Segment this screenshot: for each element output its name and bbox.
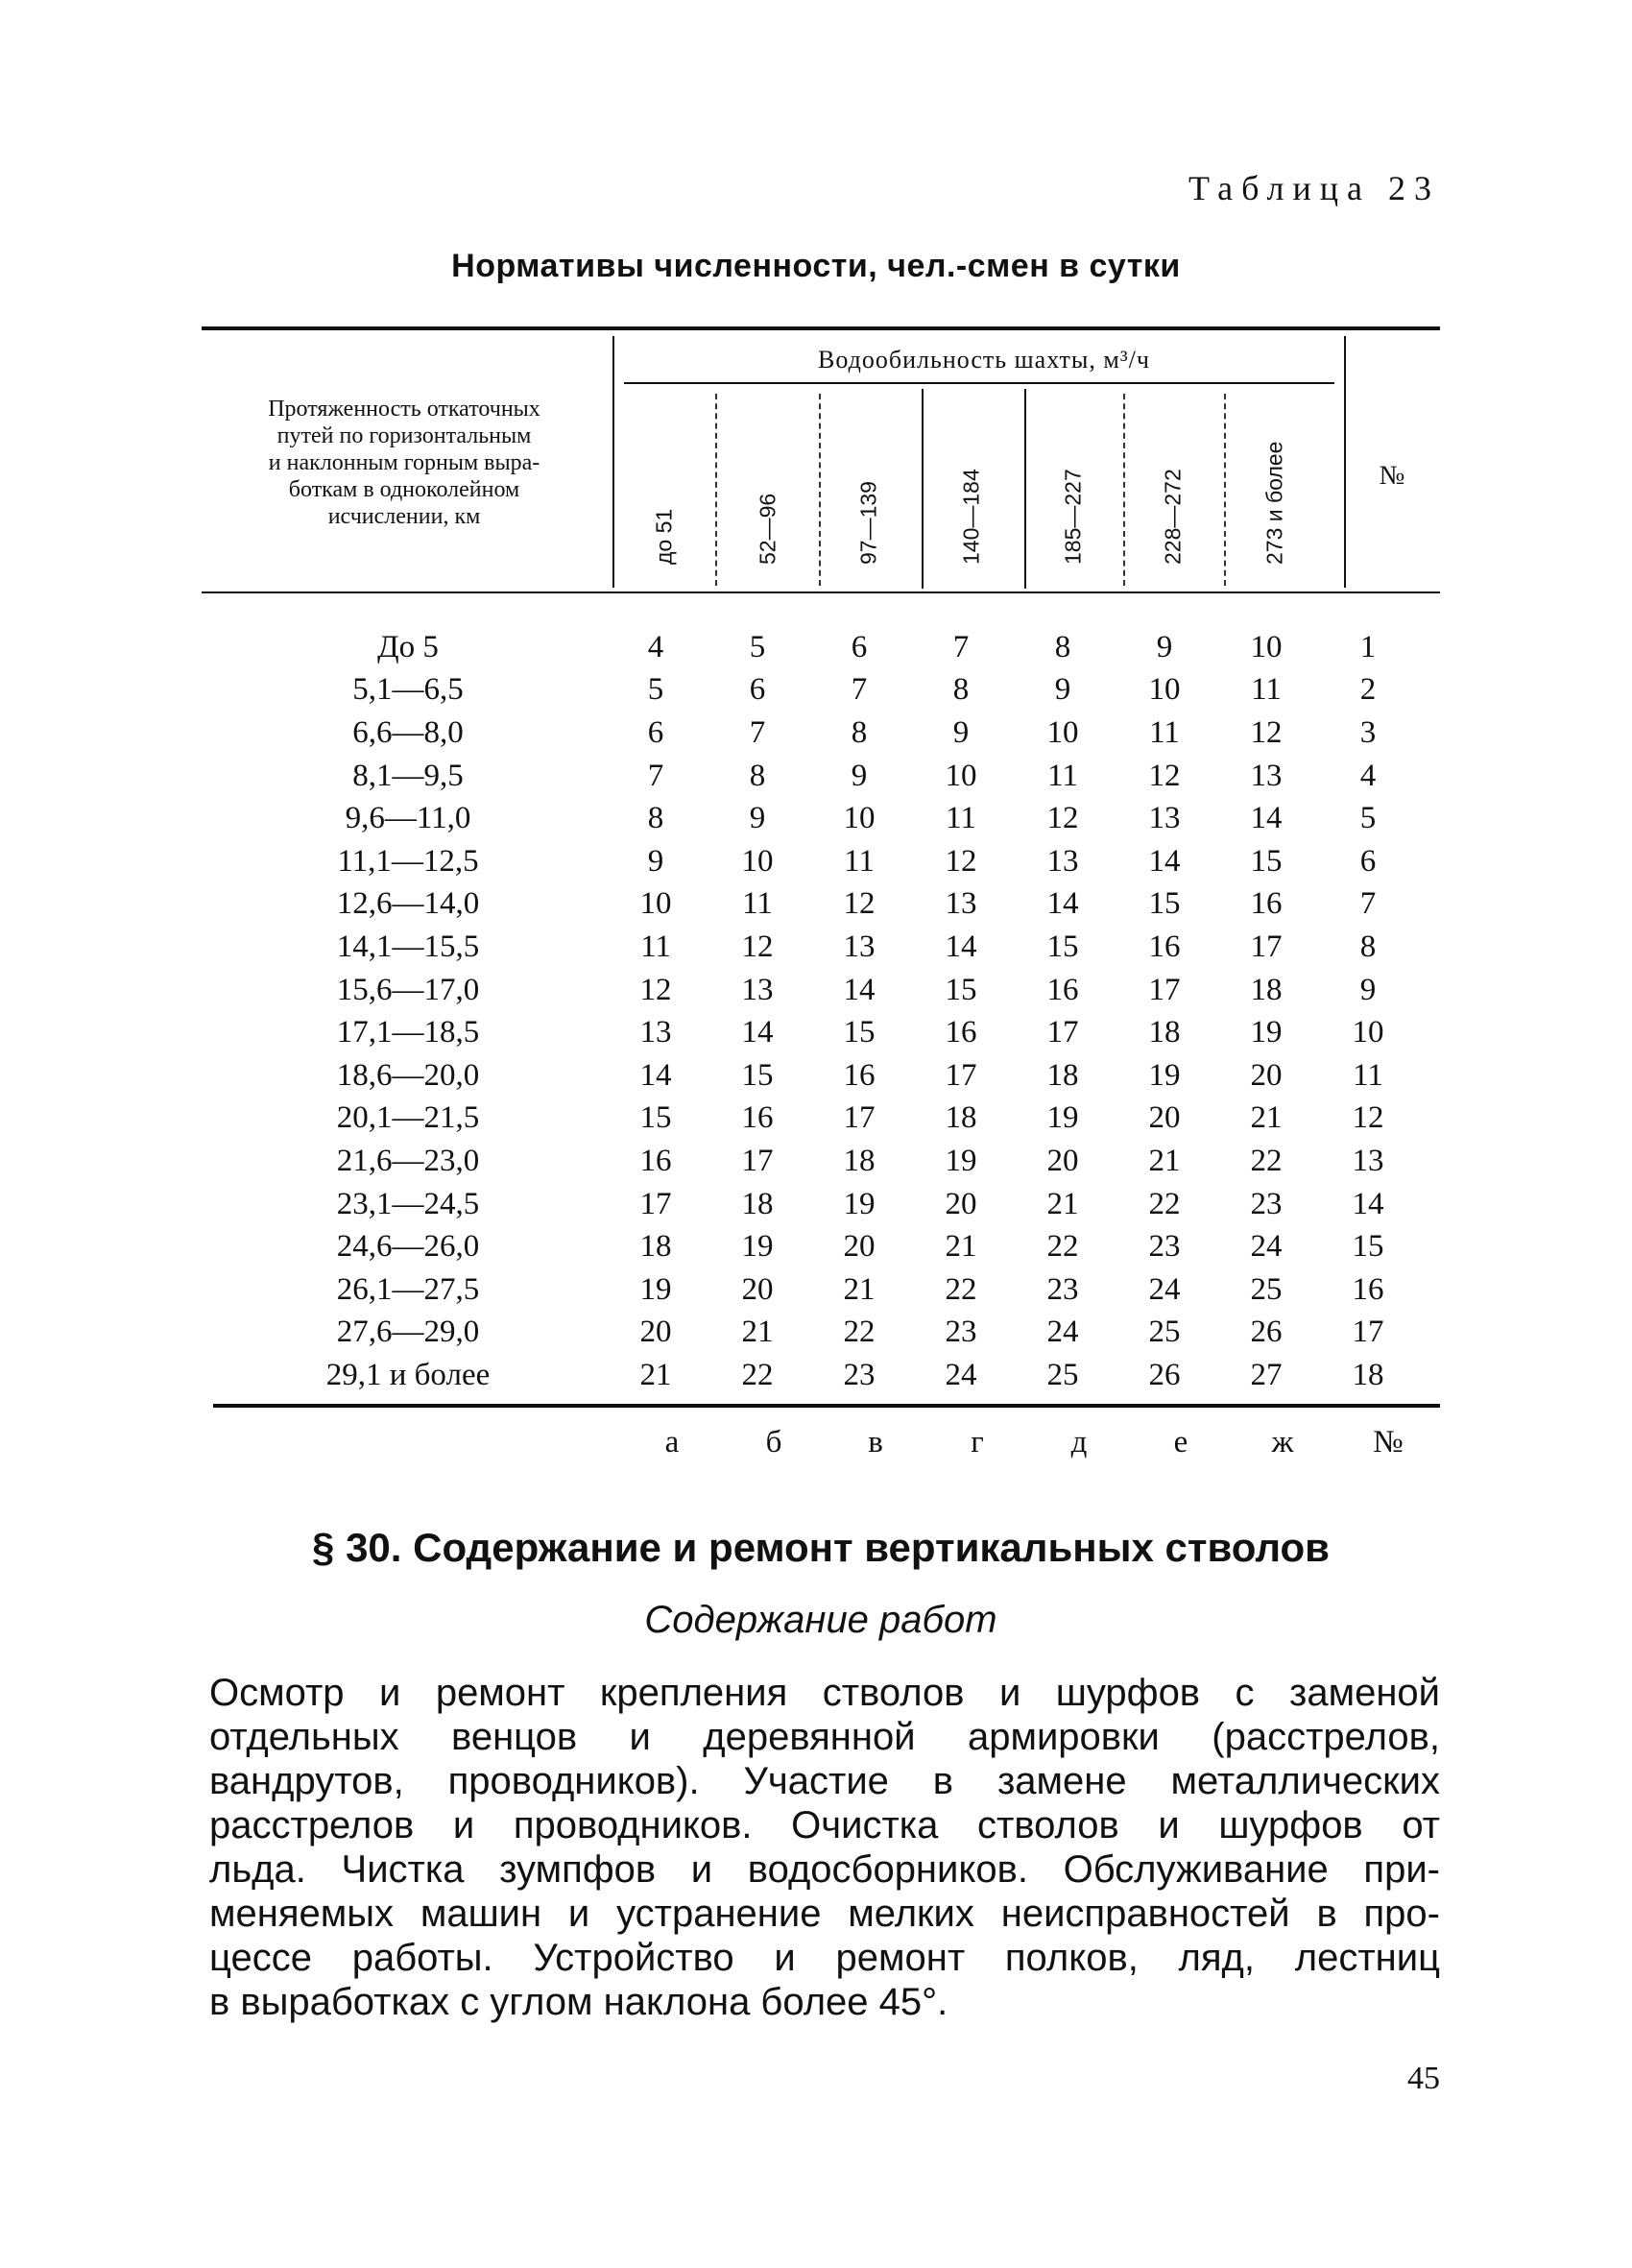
row-label-header bbox=[194, 396, 614, 530]
table-row bbox=[211, 1054, 1419, 1098]
column-divider bbox=[1123, 394, 1125, 586]
row-number-cell: 16 bbox=[1352, 1271, 1384, 1307]
value-cell: 10 bbox=[741, 843, 774, 879]
body-line: меняемых машин и устранение мелких неисправностей в про- bbox=[209, 1893, 1440, 1935]
value-cell: 12 bbox=[741, 929, 774, 964]
column-letter: б bbox=[765, 1425, 782, 1460]
value-cell: 12 bbox=[945, 843, 977, 879]
value-cell: 27 bbox=[1250, 1357, 1283, 1392]
value-cell: 17 bbox=[1046, 1015, 1079, 1050]
value-cell: 25 bbox=[1046, 1357, 1079, 1392]
column-header: 52—96 bbox=[755, 493, 780, 565]
value-cell: 13 bbox=[639, 1015, 672, 1050]
value-cell: 21 bbox=[639, 1357, 672, 1392]
table-row bbox=[211, 797, 1419, 840]
table-bottom-rule bbox=[213, 1404, 1440, 1408]
value-cell: 6 bbox=[647, 714, 664, 750]
column-divider bbox=[1224, 394, 1226, 586]
value-cell: 17 bbox=[1250, 929, 1283, 964]
value-cell: 11 bbox=[1149, 714, 1180, 750]
value-cell: 8 bbox=[1054, 629, 1071, 664]
column-header: 140—184 bbox=[958, 469, 984, 565]
range-cell: 18,6—20,0 bbox=[336, 1057, 480, 1093]
column-letter: в bbox=[868, 1425, 883, 1460]
norms-table bbox=[211, 626, 1419, 1397]
value-cell: 9 bbox=[952, 714, 970, 750]
value-cell: 18 bbox=[1148, 1015, 1181, 1050]
column-letter: д bbox=[1070, 1425, 1088, 1460]
column-divider bbox=[819, 394, 821, 586]
value-cell: 11 bbox=[1047, 758, 1078, 793]
value-cell: 10 bbox=[843, 801, 876, 836]
row-label-line: боткам в одноколейном bbox=[288, 477, 520, 502]
value-cell: 15 bbox=[843, 1015, 876, 1050]
value-cell: 19 bbox=[945, 1143, 977, 1178]
row-label-line: путей по горизонтальным bbox=[276, 423, 532, 448]
value-cell: 14 bbox=[741, 1015, 774, 1050]
row-number-cell: 4 bbox=[1359, 758, 1377, 793]
value-cell: 24 bbox=[945, 1357, 977, 1392]
value-cell: 21 bbox=[741, 1315, 774, 1350]
range-cell: 26,1—27,5 bbox=[336, 1271, 480, 1307]
value-cell: 19 bbox=[1148, 1057, 1181, 1093]
row-number-cell: 1 bbox=[1359, 629, 1377, 664]
value-cell: 20 bbox=[639, 1315, 672, 1350]
row-number-cell: 12 bbox=[1352, 1100, 1384, 1136]
value-cell: 22 bbox=[741, 1357, 774, 1392]
value-cell: 8 bbox=[952, 672, 970, 708]
column-letter: г bbox=[971, 1425, 984, 1460]
row-number-cell: 10 bbox=[1352, 1015, 1384, 1050]
column-header: 185—227 bbox=[1060, 469, 1086, 565]
row-number-cell: 15 bbox=[1352, 1229, 1384, 1265]
value-cell: 9 bbox=[647, 843, 664, 879]
value-cell: 6 bbox=[749, 672, 766, 708]
value-cell: 14 bbox=[945, 929, 977, 964]
value-cell: 18 bbox=[639, 1229, 672, 1265]
value-cell: 18 bbox=[1250, 972, 1283, 1007]
range-cell: 23,1—24,5 bbox=[336, 1186, 480, 1221]
value-cell: 21 bbox=[945, 1229, 977, 1265]
value-cell: 13 bbox=[1250, 758, 1283, 793]
value-cell: 21 bbox=[1046, 1186, 1079, 1221]
value-cell: 5 bbox=[647, 672, 664, 708]
value-cell: 21 bbox=[1250, 1100, 1283, 1136]
column-letter: е bbox=[1173, 1425, 1188, 1460]
value-cell: 16 bbox=[945, 1015, 977, 1050]
value-cell: 17 bbox=[639, 1186, 672, 1221]
value-cell: 11 bbox=[1251, 672, 1282, 708]
value-cell: 14 bbox=[1250, 801, 1283, 836]
value-cell: 21 bbox=[1148, 1143, 1181, 1178]
group-span-line bbox=[624, 382, 1334, 384]
column-header: 273 и более bbox=[1261, 441, 1287, 565]
body-line: льда. Чистка зумпфов и водосборников. Обслуживание при- bbox=[209, 1848, 1440, 1891]
table-label: Таблица 23 bbox=[1188, 169, 1440, 207]
table-row bbox=[211, 626, 1419, 669]
value-cell: 12 bbox=[1046, 801, 1079, 836]
number-column-header: № bbox=[1379, 461, 1405, 491]
range-cell: 29,1 и более bbox=[325, 1357, 491, 1392]
value-cell: 19 bbox=[843, 1186, 876, 1221]
row-number-cell: 5 bbox=[1359, 801, 1377, 836]
value-cell: 14 bbox=[1046, 886, 1079, 922]
value-cell: 20 bbox=[843, 1229, 876, 1265]
row-number-cell: 7 bbox=[1359, 886, 1377, 922]
value-cell: 19 bbox=[741, 1229, 774, 1265]
value-cell: 18 bbox=[843, 1143, 876, 1178]
value-cell: 10 bbox=[945, 758, 977, 793]
column-letter: № bbox=[1373, 1425, 1404, 1460]
body-paragraph bbox=[209, 1671, 1440, 2024]
value-cell: 16 bbox=[741, 1100, 774, 1136]
value-cell: 18 bbox=[1046, 1057, 1079, 1093]
row-number-cell: 14 bbox=[1352, 1186, 1384, 1221]
table-row bbox=[211, 1183, 1419, 1226]
value-cell: 19 bbox=[1250, 1015, 1283, 1050]
value-cell: 22 bbox=[1046, 1229, 1079, 1265]
value-cell: 7 bbox=[749, 714, 766, 750]
value-cell: 18 bbox=[741, 1186, 774, 1221]
body-line: Осмотр и ремонт крепления стволов и шурфов с заменой bbox=[209, 1672, 1440, 1714]
value-cell: 19 bbox=[639, 1271, 672, 1307]
value-cell: 8 bbox=[749, 758, 766, 793]
value-cell: 23 bbox=[1046, 1271, 1079, 1307]
table-row bbox=[211, 1225, 1419, 1268]
value-cell: 15 bbox=[1148, 886, 1181, 922]
table-title: Нормативы численности, чел.-смен в сутки bbox=[451, 248, 1181, 284]
column-letter: ж bbox=[1271, 1425, 1294, 1460]
value-cell: 9 bbox=[749, 801, 766, 836]
body-line: отдельных венцов и деревянной армировки (расстрелов, bbox=[209, 1716, 1440, 1758]
row-number-cell: 6 bbox=[1359, 843, 1377, 879]
value-cell: 20 bbox=[945, 1186, 977, 1221]
table-row bbox=[211, 1354, 1419, 1397]
range-cell: 11,1—12,5 bbox=[337, 843, 479, 879]
value-cell: 22 bbox=[1250, 1143, 1283, 1178]
value-cell: 14 bbox=[639, 1057, 672, 1093]
column-letter: а bbox=[664, 1425, 680, 1460]
section-subtitle: Содержание работ bbox=[644, 1599, 997, 1641]
value-cell: 20 bbox=[1250, 1057, 1283, 1093]
value-cell: 13 bbox=[843, 929, 876, 964]
value-cell: 12 bbox=[843, 886, 876, 922]
column-divider bbox=[1024, 389, 1026, 589]
table-row bbox=[211, 969, 1419, 1012]
value-cell: 15 bbox=[945, 972, 977, 1007]
range-cell: До 5 bbox=[377, 629, 439, 664]
value-cell: 20 bbox=[1148, 1100, 1181, 1136]
value-cell: 23 bbox=[1250, 1186, 1283, 1221]
range-cell: 15,6—17,0 bbox=[336, 972, 480, 1007]
range-cell: 17,1—18,5 bbox=[336, 1015, 480, 1050]
value-cell: 10 bbox=[1046, 714, 1079, 750]
table-row bbox=[211, 755, 1419, 798]
value-cell: 13 bbox=[741, 972, 774, 1007]
column-header: 97—139 bbox=[855, 481, 881, 565]
column-divider bbox=[715, 394, 717, 586]
value-cell: 25 bbox=[1250, 1271, 1283, 1307]
value-cell: 12 bbox=[1148, 758, 1181, 793]
range-cell: 14,1—15,5 bbox=[336, 929, 480, 964]
value-cell: 9 bbox=[1054, 672, 1071, 708]
range-cell: 5,1—6,5 bbox=[352, 672, 464, 708]
row-label-line: и наклонным горным выра- bbox=[268, 450, 540, 475]
value-cell: 15 bbox=[1250, 843, 1283, 879]
header-bottom-rule bbox=[202, 591, 1440, 593]
range-cell: 24,6—26,0 bbox=[336, 1229, 480, 1265]
column-header: до 51 bbox=[651, 508, 677, 565]
value-cell: 21 bbox=[843, 1271, 876, 1307]
table-row bbox=[211, 1098, 1419, 1141]
value-cell: 16 bbox=[1148, 929, 1181, 964]
body-line: цессе работы. Устройство и ремонт полков, ляд, лестниц bbox=[209, 1937, 1440, 1979]
value-cell: 8 bbox=[647, 801, 664, 836]
value-cell: 22 bbox=[1148, 1186, 1181, 1221]
table-row bbox=[211, 840, 1419, 883]
section-title: § 30. Содержание и ремонт вертикальных стволов bbox=[312, 1525, 1330, 1570]
range-cell: 20,1—21,5 bbox=[336, 1100, 480, 1136]
value-cell: 11 bbox=[640, 929, 671, 964]
value-cell: 24 bbox=[1148, 1271, 1181, 1307]
row-number-cell: 2 bbox=[1359, 672, 1377, 708]
body-line: в выработках с углом наклона более 45°. bbox=[209, 1981, 948, 2023]
value-cell: 24 bbox=[1046, 1315, 1079, 1350]
value-cell: 10 bbox=[1250, 629, 1283, 664]
value-cell: 10 bbox=[1148, 672, 1181, 708]
value-cell: 8 bbox=[851, 714, 868, 750]
page-number: 45 bbox=[1407, 2061, 1440, 2096]
value-cell: 20 bbox=[1046, 1143, 1079, 1178]
value-cell: 14 bbox=[843, 972, 876, 1007]
value-cell: 15 bbox=[639, 1100, 672, 1136]
value-cell: 22 bbox=[945, 1271, 977, 1307]
table-row bbox=[211, 1268, 1419, 1312]
value-cell: 17 bbox=[1148, 972, 1181, 1007]
table-row bbox=[211, 712, 1419, 755]
row-number-cell: 9 bbox=[1359, 972, 1377, 1007]
value-cell: 7 bbox=[851, 672, 868, 708]
value-cell: 15 bbox=[741, 1057, 774, 1093]
value-cell: 12 bbox=[639, 972, 672, 1007]
value-cell: 22 bbox=[843, 1315, 876, 1350]
value-cell: 25 bbox=[1148, 1315, 1181, 1350]
table-row bbox=[211, 926, 1419, 969]
value-cell: 13 bbox=[1148, 801, 1181, 836]
table-row bbox=[211, 1140, 1419, 1183]
table-top-rule bbox=[202, 326, 1440, 330]
value-cell: 11 bbox=[946, 801, 976, 836]
value-cell: 18 bbox=[945, 1100, 977, 1136]
range-cell: 27,6—29,0 bbox=[336, 1315, 480, 1350]
value-cell: 7 bbox=[647, 758, 664, 793]
range-cell: 9,6—11,0 bbox=[345, 801, 471, 836]
table-row bbox=[211, 669, 1419, 712]
value-cell: 26 bbox=[1250, 1315, 1283, 1350]
table-row bbox=[211, 1011, 1419, 1054]
header-divider-right bbox=[1344, 336, 1346, 588]
value-cell: 23 bbox=[1148, 1229, 1181, 1265]
value-cell: 9 bbox=[851, 758, 868, 793]
value-cell: 16 bbox=[1046, 972, 1079, 1007]
value-cell: 20 bbox=[741, 1271, 774, 1307]
value-cell: 7 bbox=[952, 629, 970, 664]
column-divider bbox=[922, 389, 924, 589]
table-row bbox=[211, 883, 1419, 927]
value-cell: 10 bbox=[639, 886, 672, 922]
value-cell: 23 bbox=[945, 1315, 977, 1350]
column-header: 228—272 bbox=[1160, 469, 1186, 565]
body-line: вандрутов, проводников). Участие в замене металлических bbox=[209, 1760, 1440, 1802]
row-label-line: Протяженность откаточных bbox=[268, 397, 540, 422]
value-cell: 17 bbox=[945, 1057, 977, 1093]
value-cell: 11 bbox=[742, 886, 773, 922]
value-cell: 26 bbox=[1148, 1357, 1181, 1392]
value-cell: 17 bbox=[843, 1100, 876, 1136]
value-cell: 17 bbox=[741, 1143, 774, 1178]
value-cell: 23 bbox=[843, 1357, 876, 1392]
body-line: расстрелов и проводников. Очистка стволов и шурфов от bbox=[209, 1804, 1440, 1846]
row-number-cell: 18 bbox=[1352, 1357, 1384, 1392]
row-number-cell: 13 bbox=[1352, 1143, 1384, 1178]
row-number-cell: 8 bbox=[1359, 929, 1377, 964]
value-cell: 11 bbox=[844, 843, 875, 879]
value-cell: 4 bbox=[647, 629, 664, 664]
row-label-line: исчислении, км bbox=[327, 504, 481, 529]
row-number-cell: 11 bbox=[1353, 1057, 1383, 1093]
value-cell: 9 bbox=[1156, 629, 1173, 664]
range-cell: 8,1—9,5 bbox=[352, 758, 464, 793]
value-cell: 13 bbox=[1046, 843, 1079, 879]
value-cell: 12 bbox=[1250, 714, 1283, 750]
value-cell: 19 bbox=[1046, 1100, 1079, 1136]
value-cell: 15 bbox=[1046, 929, 1079, 964]
value-cell: 14 bbox=[1148, 843, 1181, 879]
value-cell: 5 bbox=[749, 629, 766, 664]
value-cell: 13 bbox=[945, 886, 977, 922]
range-cell: 21,6—23,0 bbox=[336, 1143, 480, 1178]
range-cell: 6,6—8,0 bbox=[352, 714, 464, 750]
row-number-cell: 3 bbox=[1359, 714, 1377, 750]
value-cell: 16 bbox=[639, 1143, 672, 1178]
group-label: Водообильность шахты, м³/ч bbox=[818, 346, 1150, 374]
value-cell: 16 bbox=[843, 1057, 876, 1093]
value-cell: 6 bbox=[851, 629, 868, 664]
row-number-cell: 17 bbox=[1352, 1315, 1384, 1350]
table-row bbox=[211, 1312, 1419, 1355]
value-cell: 24 bbox=[1250, 1229, 1283, 1265]
range-cell: 12,6—14,0 bbox=[336, 886, 480, 922]
value-cell: 16 bbox=[1250, 886, 1283, 922]
